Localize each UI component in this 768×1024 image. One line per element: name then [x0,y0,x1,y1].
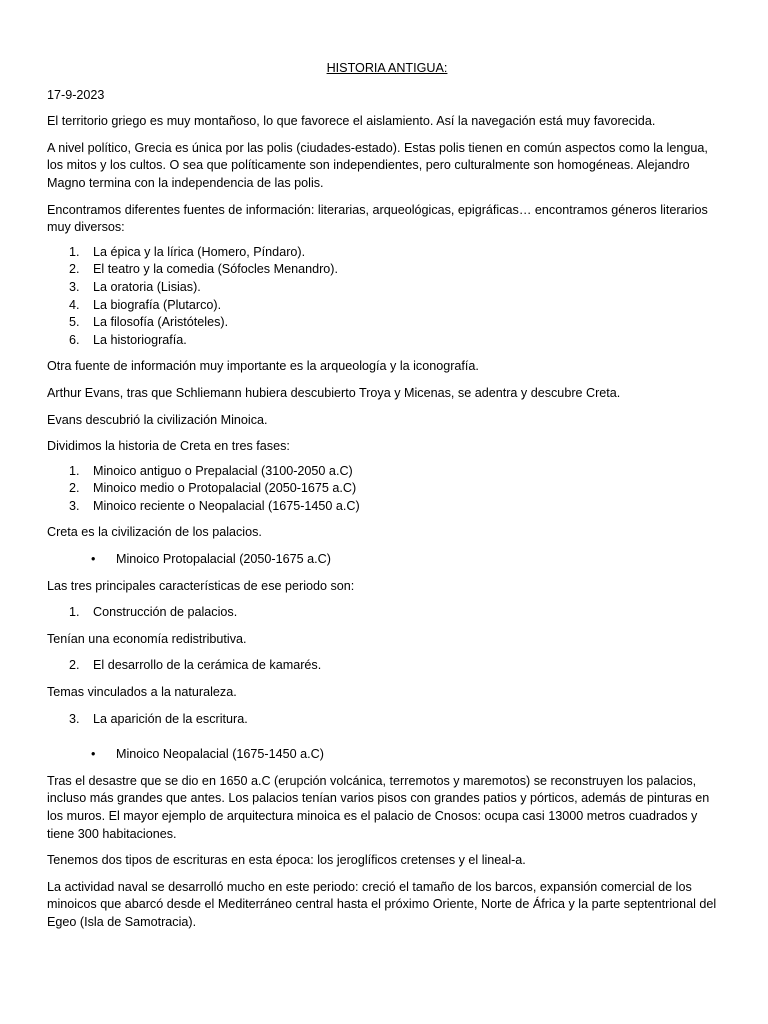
fases-list [47,463,727,516]
document-body [47,60,727,941]
paragraph-politico: A nivel político, Grecia es única por las polis (ciudades-estado). Estas polis tienen en común aspectos como la lengua, los mitos y los cultos. O sea que políticamente son independientes, pero culturalmente son homogéneas. Alejandro Magno termina con la independencia de las polis. [47,140,708,190]
bullet-list-protopalacial [47,551,727,569]
bullet-icon: • [91,552,96,567]
paragraph-palacios: Creta es la civilización de los palacios. [47,525,262,540]
page-title: HISTORIA ANTIGUA: [326,61,448,75]
list-item: 3. La aparición de la escritura. [69,711,248,726]
bullet-list-neopalacial [47,746,727,764]
paragraph-economia: Tenían una economía redistributiva. [47,631,247,646]
list-item: 2. Minoico medio o Protopalacial (2050-1675 a.C) [69,481,357,496]
paragraph-fuentes: Encontramos diferentes fuentes de información: literarias, arqueológicas, epigráficas… encontramos géneros literarios muy diversos: [47,202,708,235]
caracteristica-3-list [47,711,727,729]
paragraph-otra-fuente: Otra fuente de información muy importante es la arqueología y la iconografía. [47,359,479,374]
caracteristica-2-list [47,657,727,675]
paragraph-naval: La actividad naval se desarrolló mucho en este periodo: creció el tamaño de los barcos, expansión comercial de los minoicos que abarcó desde el Mediterráneo central hasta el próximo Oriente, Norte de África y la parte septentrional del Egeo (Isla de Samotracia). [47,879,717,929]
caracteristica-1-list [47,604,727,622]
list-item: 5. La filosofía (Aristóteles). [69,315,229,330]
list-item: 4. La biografía (Plutarco). [69,297,222,312]
paragraph-evans-2: Evans descubrió la civilización Minoica. [47,412,268,427]
bullet-icon: • [91,747,96,762]
list-item: • Minoico Neopalacial (1675-1450 a.C) [47,746,727,764]
list-item: 2. El desarrollo de la cerámica de kamarés. [69,658,322,673]
list-item: 3. Minoico reciente o Neopalacial (1675-1450 a.C) [69,498,360,513]
list-item: • Minoico Protopalacial (2050-1675 a.C) [47,551,727,569]
paragraph-temas: Temas vinculados a la naturaleza. [47,685,237,700]
paragraph-escrituras: Tenemos dos tipos de escrituras en esta época: los jeroglíficos cretenses y el lineal-a. [47,853,526,868]
date: 17-9-2023 [47,87,105,102]
paragraph-evans-1: Arthur Evans, tras que Schliemann hubiera descubierto Troya y Micenas, se adentra y descubre Creta. [47,385,621,400]
list-item: 1. La épica y la lírica (Homero, Píndaro). [69,244,306,259]
paragraph-fases: Dividimos la historia de Creta en tres fases: [47,439,290,454]
list-item: 3. La oratoria (Lisias). [69,279,201,294]
list-item: 6. La historiografía. [69,332,187,347]
paragraph-caracteristicas: Las tres principales características de ese periodo son: [47,578,355,593]
paragraph-desastre: Tras el desastre que se dio en 1650 a.C (erupción volcánica, terremotos y maremotos) se reconstruyen los palacios, incluso más grandes que antes. Los palacios tenían varios pisos con grandes patios y pórticos, además de pinturas en los muros. El mayor ejemplo de arquitectura minoica es el palacio de Cnosos: ocupa casi 13000 metros cuadrados y tiene 300 habitaciones. [47,773,710,841]
list-item: 1. Construcción de palacios. [69,605,238,620]
paragraph-territorio: El territorio griego es muy montañoso, lo que favorece el aislamiento. Así la navegación está muy favorecida. [47,114,656,129]
list-item: 1. Minoico antiguo o Prepalacial (3100-2050 a.C) [69,463,353,478]
generos-list [47,244,727,350]
list-item: 2. El teatro y la comedia (Sófocles Menandro). [69,262,338,277]
